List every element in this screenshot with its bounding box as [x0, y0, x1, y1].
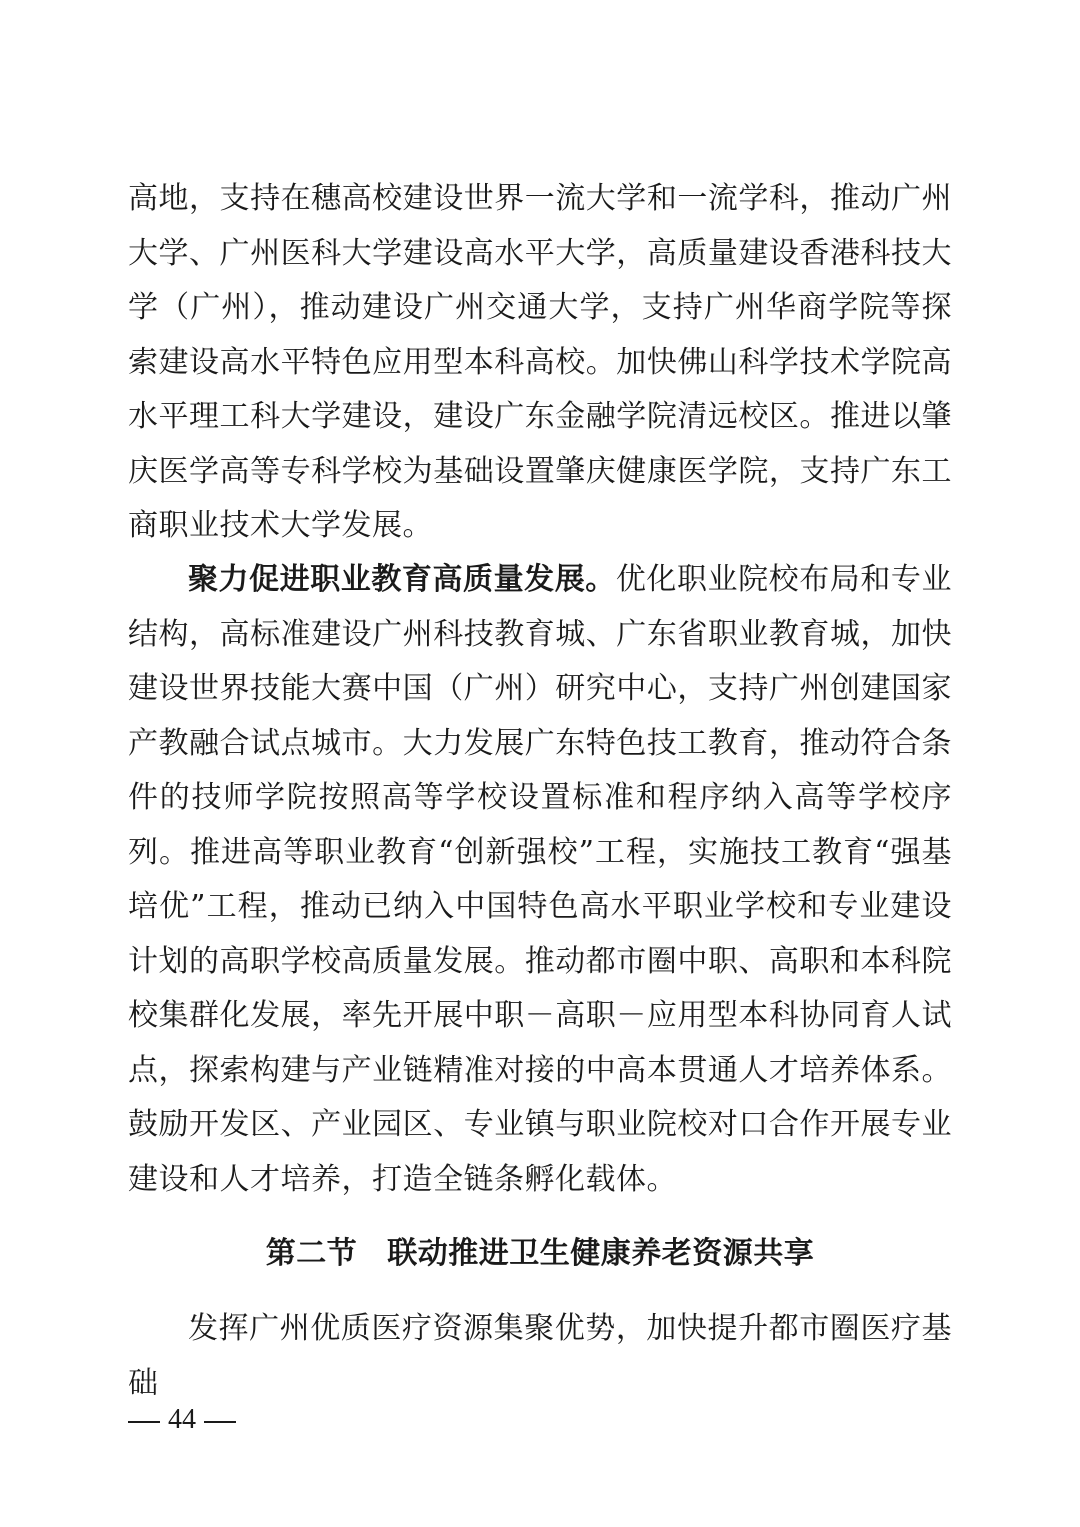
page-number-value: 44 [168, 1404, 196, 1435]
section-number: 第二节 [265, 1236, 358, 1271]
section-title: 联动推进卫生健康养老资源共享 [387, 1236, 815, 1271]
paragraph-body: 优化职业院校布局和专业结构，高标准建设广州科技教育城、广东省职业教育城，加快建设世界技能大赛中国（广州）研究中心，支持广州创建国家产教融合试点城市。大力发展广东特色技工教育，推动符合条件的技师学院按照高等学校设置标准和程序纳入高等学校序列。推进高等职业教育“创新强校”工程，实施技工教育“强基培优”工程，推动已纳入中国特色高水平职业学校和专业建设计划的高职学校高质量发展。推动都市圈中职、高职和本科院校集群化发展，率先开展中职－高职－应用型本科协同育人试点，探索构建与产业链精准对接的中高本贯通人才培养体系。鼓励开发区、产业园区、专业镇与职业院校对口合作开展专业建设和人才培养，打造全链条孵化载体。 [128, 562, 952, 1197]
section-heading [0, 1227, 1080, 1281]
paragraph-higher-education: 高地，支持在穗高校建设世界一流大学和一流学科，推动广州大学、广州医科大学建设高水平大学，高质量建设香港科技大学（广州），推动建设广州交通大学，支持广州华商学院等探索建设高水平特色应用型本科高校。加快佛山科学技术学院高水平理工科大学建设，建设广东金融学院清远校区。推进以肇庆医学高等专科学校为基础设置肇庆健康医学院，支持广东工商职业技术大学发展。 [128, 181, 952, 543]
page-number-dash-right [204, 1421, 236, 1423]
page-number-dash-left [128, 1421, 160, 1423]
paragraph-lead-heading: 聚力促进职业教育高质量发展。 [188, 562, 616, 597]
paragraph-healthcare: 发挥广州优质医疗资源集聚优势，加快提升都市圈医疗基础 [128, 1311, 952, 1401]
page-number [128, 1402, 236, 1438]
paragraph-vocational-education [128, 553, 952, 1207]
